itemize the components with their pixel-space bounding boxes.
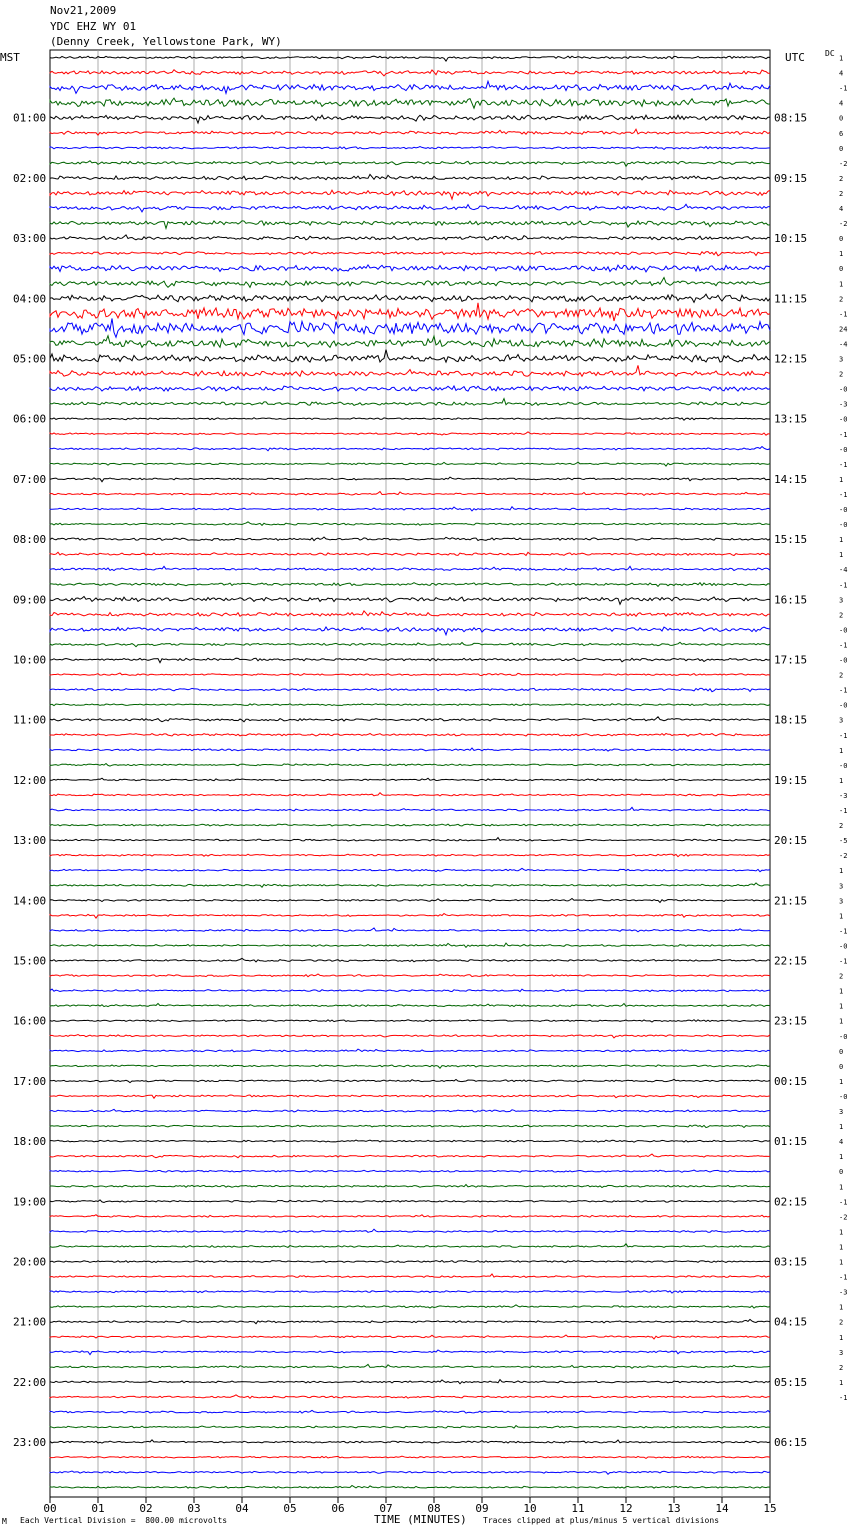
seismic-trace: [50, 507, 770, 511]
hour-label-mst: 19:00: [13, 1195, 47, 1209]
hour-label-utc: 10:15: [774, 232, 808, 246]
seismic-trace: [50, 611, 770, 616]
hour-label-mst: 11:00: [13, 713, 47, 727]
dc-offset-label: -1: [839, 1198, 848, 1207]
dc-offset-label: 1: [839, 280, 844, 289]
seismic-trace: [50, 868, 770, 871]
seismic-trace: [50, 764, 770, 767]
dc-offset-label: 3: [839, 355, 844, 364]
seismic-trace: [50, 1170, 770, 1172]
x-tick-label: 12: [619, 1502, 633, 1515]
seismic-trace: [50, 537, 770, 541]
seismic-trace: [50, 583, 770, 587]
hour-label-mst: 22:00: [13, 1375, 47, 1389]
seismic-trace: [50, 1319, 770, 1323]
x-tick-label: 03: [187, 1502, 201, 1515]
seismic-trace: [50, 492, 770, 496]
hour-label-utc: 23:15: [774, 1014, 808, 1028]
dc-offset-label: 1: [839, 1378, 844, 1387]
seismic-trace: [50, 566, 770, 570]
seismic-trace: [50, 1395, 770, 1399]
seismic-trace: [50, 943, 770, 947]
dc-offset-label: -2: [839, 220, 848, 229]
dc-offset-label: -1: [839, 1393, 848, 1402]
seismic-trace: [50, 447, 770, 451]
seismic-trace: [50, 1215, 770, 1218]
dc-offset-label: 0: [839, 1047, 844, 1056]
seismic-trace: [50, 318, 770, 337]
hour-label-utc: 16:15: [774, 593, 808, 607]
hour-label-mst: 21:00: [13, 1315, 47, 1329]
dc-offset-label: -1: [839, 731, 848, 740]
hour-label-mst: 17:00: [13, 1074, 47, 1088]
seismic-trace: [50, 1274, 770, 1277]
dc-offset-label: -1: [839, 490, 848, 499]
hour-label-mst: 02:00: [13, 171, 47, 185]
hour-label-utc: 06:15: [774, 1436, 808, 1450]
hour-label-utc: 17:15: [774, 653, 808, 667]
seismic-trace: [50, 1471, 770, 1474]
seismic-trace: [50, 1380, 770, 1384]
seismic-trace: [50, 147, 770, 150]
dc-offset-label: 1: [839, 1243, 844, 1252]
dc-offset-label: 1: [839, 1123, 844, 1132]
seismic-trace: [50, 350, 770, 363]
hour-label-utc: 00:15: [774, 1074, 808, 1088]
hour-label-mst: 01:00: [13, 111, 47, 125]
dc-offset-label: -1: [839, 581, 848, 590]
dc-offset-label: -1: [839, 807, 848, 815]
plot-date: Nov21,2009: [50, 4, 117, 17]
hour-label-mst: 05:00: [13, 352, 47, 366]
seismic-trace: [50, 824, 770, 826]
dc-offset-label: 4: [839, 99, 844, 108]
seismic-trace: [50, 399, 770, 406]
dc-offset-label: 0: [839, 144, 844, 153]
x-tick-label: 07: [379, 1502, 393, 1515]
seismic-trace: [50, 778, 770, 781]
dc-offset-label: 2: [839, 822, 844, 831]
seismic-trace: [50, 1065, 770, 1068]
dc-offset-label: -0: [839, 942, 848, 951]
dc-offset-label: 1: [839, 1153, 844, 1162]
hour-label-utc: 14:15: [774, 472, 808, 486]
x-tick-label: 04: [235, 1502, 249, 1515]
seismic-trace: [50, 303, 770, 321]
seismic-trace: [50, 928, 770, 932]
seismic-trace: [50, 1020, 770, 1022]
seismic-trace: [50, 974, 770, 977]
seismic-trace: [50, 854, 770, 857]
dc-offset-label: 3: [839, 596, 844, 605]
dc-offset-label: 4: [839, 69, 844, 78]
seismic-trace: [50, 235, 770, 240]
seismic-trace: [50, 129, 770, 135]
seismic-trace: [50, 174, 770, 180]
seismic-trace: [50, 56, 770, 61]
seismic-trace: [50, 1095, 770, 1098]
dc-offset-label: -1: [839, 1273, 848, 1282]
seismic-trace: [50, 522, 770, 526]
hour-label-mst: 18:00: [13, 1135, 47, 1149]
seismic-trace: [50, 365, 770, 376]
dc-offset-label: 3: [839, 1108, 844, 1116]
dc-offset-label: -1: [839, 686, 848, 695]
hour-label-utc: 19:15: [774, 773, 808, 787]
dc-offset-label: -3: [839, 400, 848, 409]
x-tick-label: 06: [331, 1502, 345, 1515]
dc-offset-label: 1: [839, 54, 844, 63]
dc-offset-label: 3: [839, 716, 844, 725]
seismic-trace: [50, 161, 770, 167]
seismic-trace: [50, 115, 770, 123]
hour-label-mst: 03:00: [13, 232, 47, 246]
seismic-trace: [50, 989, 770, 992]
seismic-trace: [50, 190, 770, 199]
seismic-trace: [50, 336, 770, 348]
seismic-trace: [50, 1364, 770, 1368]
dc-offset-label: 1: [839, 475, 844, 484]
dc-offset-label: 1: [839, 536, 844, 545]
hour-label-utc: 04:15: [774, 1315, 808, 1329]
dc-offset-label: -3: [839, 1288, 848, 1297]
dc-offset-label: 2: [839, 611, 844, 620]
clip-note: Traces clipped at plus/minus 5 vertical divisions: [483, 1516, 720, 1525]
dc-offset-label: 0: [839, 265, 844, 274]
dc-offset-label: 1: [839, 551, 844, 560]
seismic-trace: [50, 748, 770, 751]
dc-offset-label: -0: [839, 761, 848, 770]
seismic-trace: [50, 221, 770, 229]
dc-offset-label: -4: [839, 566, 848, 575]
dc-offset-label: -0: [839, 415, 848, 424]
seismic-trace: [50, 883, 770, 887]
hour-label-mst: 23:00: [13, 1436, 47, 1450]
dc-offset-label: 1: [839, 1258, 844, 1267]
dc-offset-label: 3: [839, 1348, 844, 1357]
dc-offset-label: -0: [839, 1032, 848, 1041]
x-tick-label: 14: [715, 1502, 729, 1515]
seismic-trace: [50, 673, 770, 676]
seismic-trace: [50, 1140, 770, 1142]
dc-offset-label: 1: [839, 987, 844, 996]
seismic-trace: [50, 462, 770, 466]
left-timezone: MST: [0, 51, 20, 64]
dc-offset-label: 1: [839, 746, 844, 755]
seismic-trace: [50, 717, 770, 722]
dc-offset-label: -1: [839, 310, 848, 319]
hour-label-utc: 21:15: [774, 894, 808, 908]
dc-offset-label: -0: [839, 506, 848, 514]
seismic-trace: [50, 477, 770, 482]
seismic-trace: [50, 552, 770, 555]
seismic-trace: [50, 1291, 770, 1294]
x-tick-label: 08: [427, 1502, 441, 1515]
seismic-trace: [50, 688, 770, 691]
x-tick-label: 11: [571, 1502, 585, 1515]
seismic-trace: [50, 1229, 770, 1232]
station-location: (Denny Creek, Yellowstone Park, WY): [50, 35, 282, 48]
dc-offset-label: 2: [839, 1363, 844, 1372]
seismic-trace: [50, 642, 770, 646]
x-tick-label: 13: [667, 1502, 681, 1515]
dc-offset-label: 2: [839, 1318, 844, 1327]
x-tick-label: 05: [283, 1502, 297, 1515]
hour-label-mst: 20:00: [13, 1255, 47, 1269]
dc-offset-label: 3: [839, 897, 844, 906]
hour-label-utc: 18:15: [774, 713, 808, 727]
seismic-trace: [50, 838, 770, 841]
seismic-trace: [50, 1004, 770, 1007]
dc-offset-label: 1: [839, 1333, 844, 1342]
seismic-trace: [50, 704, 770, 706]
seismic-trace: [50, 252, 770, 256]
seismic-trace: [50, 1109, 770, 1112]
hour-label-utc: 12:15: [774, 352, 808, 366]
dc-offset-label: 1: [839, 1017, 844, 1026]
hour-label-mst: 09:00: [13, 593, 47, 607]
seismic-trace: [50, 1035, 770, 1038]
dc-offset-label: 1: [839, 867, 844, 876]
seismic-trace: [50, 278, 770, 288]
seismic-trace: [50, 899, 770, 903]
dc-offset-label: -1: [839, 957, 848, 966]
dc-offset-label: 2: [839, 671, 844, 680]
hour-label-utc: 02:15: [774, 1195, 808, 1209]
hour-label-utc: 13:15: [774, 412, 808, 426]
dc-offset-label: -0: [839, 1092, 848, 1101]
hour-label-utc: 15:15: [774, 533, 808, 547]
seismic-trace: [50, 1335, 770, 1339]
dc-offset-label: -4: [839, 340, 848, 349]
dc-offset-label: 1: [839, 1077, 844, 1086]
seismic-trace: [50, 204, 770, 212]
dc-offset-label: 1: [839, 1303, 844, 1312]
right-timezone: UTC: [785, 51, 805, 64]
x-tick-label: 00: [43, 1502, 57, 1515]
hour-label-utc: 09:15: [774, 171, 808, 185]
hour-label-utc: 01:15: [774, 1135, 808, 1149]
x-tick-label: 02: [139, 1502, 153, 1515]
dc-offset-label: 24: [839, 325, 848, 334]
dc-offset-label: 4: [839, 205, 844, 213]
hour-label-utc: 03:15: [774, 1255, 808, 1269]
dc-header: DC: [825, 49, 835, 58]
x-tick-label: 01: [91, 1502, 105, 1515]
hour-label-mst: 12:00: [13, 773, 47, 787]
seismic-trace: [50, 958, 770, 962]
seismic-trace: [50, 81, 770, 93]
seismic-trace: [50, 1244, 770, 1248]
dc-offset-label: 1: [839, 1002, 844, 1011]
dc-offset-label: -2: [839, 1213, 848, 1222]
dc-offset-label: -3: [839, 791, 848, 800]
seismic-trace: [50, 1125, 770, 1128]
seismic-trace: [50, 1049, 770, 1052]
hour-label-utc: 22:15: [774, 954, 808, 968]
hour-label-mst: 15:00: [13, 954, 47, 968]
dc-offset-label: 1: [839, 1183, 844, 1192]
hour-label-mst: 07:00: [13, 472, 47, 486]
hour-label-mst: 08:00: [13, 533, 47, 547]
dc-offset-label: 2: [839, 189, 844, 198]
seismic-trace: [50, 1079, 770, 1082]
dc-offset-label: 2: [839, 174, 844, 183]
seismic-trace: [50, 1261, 770, 1263]
dc-offset-label: -2: [839, 159, 848, 168]
seismic-trace: [50, 914, 770, 919]
x-tick-label: 09: [475, 1502, 489, 1515]
dc-offset-label: -5: [839, 837, 848, 846]
dc-offset-label: -1: [839, 641, 848, 650]
hour-label-mst: 14:00: [13, 894, 47, 908]
hour-label-utc: 05:15: [774, 1375, 808, 1389]
seismic-trace: [50, 1426, 770, 1429]
seismic-trace: [50, 294, 770, 302]
dc-offset-label: -0: [839, 385, 848, 394]
seismic-trace: [50, 1456, 770, 1458]
seismic-trace: [50, 793, 770, 796]
x-tick-label: 10: [523, 1502, 537, 1515]
dc-offset-label: 1: [839, 912, 844, 921]
dc-offset-label: 6: [839, 129, 844, 138]
scale-note: Each Vertical Division = 800.00 microvolts: [20, 1516, 228, 1525]
seismic-trace: [50, 98, 770, 108]
dc-offset-label: 1: [839, 250, 844, 259]
hour-label-mst: 10:00: [13, 653, 47, 667]
seismic-trace: [50, 70, 770, 76]
marker-m: M: [2, 1517, 7, 1526]
dc-offset-label: 2: [839, 370, 844, 379]
seismic-trace: [50, 1305, 770, 1308]
seismic-trace: [50, 265, 770, 272]
hour-label-utc: 08:15: [774, 111, 808, 125]
seismic-trace: [50, 807, 770, 811]
seismic-trace: [50, 1486, 770, 1489]
hour-label-utc: 20:15: [774, 834, 808, 848]
hour-label-mst: 06:00: [13, 412, 47, 426]
x-tick-label: 15: [763, 1502, 777, 1515]
dc-offset-label: -2: [839, 852, 848, 861]
dc-offset-label: -1: [839, 927, 848, 936]
seismic-trace: [50, 658, 770, 662]
seismic-trace: [50, 1350, 770, 1355]
hour-label-mst: 16:00: [13, 1014, 47, 1028]
dc-offset-label: 0: [839, 1168, 844, 1177]
hour-label-mst: 13:00: [13, 834, 47, 848]
seismic-trace: [50, 1154, 770, 1158]
dc-offset-label: 3: [839, 882, 844, 891]
seismic-trace: [50, 1185, 770, 1188]
dc-offset-label: -1: [839, 430, 848, 439]
seismic-trace: [50, 386, 770, 391]
dc-offset-label: 0: [839, 1062, 844, 1071]
seismic-trace: [50, 432, 770, 435]
dc-offset-label: -0: [839, 701, 848, 710]
seismic-trace: [50, 733, 770, 736]
hour-label-mst: 04:00: [13, 292, 47, 306]
dc-offset-label: 0: [839, 114, 844, 123]
hour-label-utc: 11:15: [774, 292, 808, 306]
seismic-trace: [50, 597, 770, 605]
seismic-trace: [50, 1440, 770, 1443]
seismic-trace: [50, 418, 770, 421]
dc-offset-label: -1: [839, 460, 848, 469]
station-code: YDC EHZ WY 01: [50, 20, 137, 33]
dc-offset-label: -0: [839, 656, 848, 665]
dc-offset-label: -0: [839, 445, 848, 454]
dc-offset-label: 2: [839, 295, 844, 304]
dc-offset-label: -1: [839, 84, 848, 93]
dc-offset-label: 0: [839, 235, 844, 244]
dc-offset-label: 1: [839, 1228, 844, 1237]
dc-offset-label: 4: [839, 1138, 844, 1147]
seismic-trace: [50, 1410, 770, 1413]
seismic-trace: [50, 1200, 770, 1203]
dc-offset-label: 1: [839, 776, 844, 785]
dc-offset-label: -0: [839, 626, 848, 635]
seismic-trace: [50, 627, 770, 635]
x-axis-title: TIME (MINUTES): [374, 1513, 467, 1526]
dc-offset-label: -0: [839, 521, 848, 530]
dc-offset-label: 2: [839, 972, 844, 981]
